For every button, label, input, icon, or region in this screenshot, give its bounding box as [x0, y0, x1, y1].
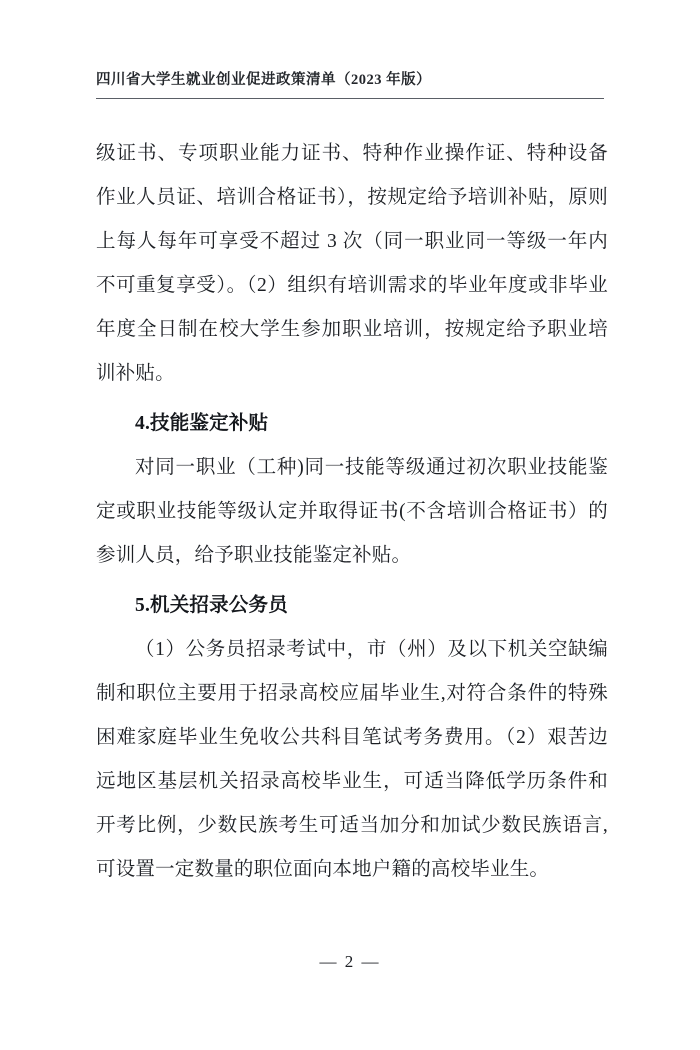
paragraph-training-subsidy: 级证书、专项职业能力证书、特种作业操作证、特种设备作业人员证、培训合格证书），按规定给予培训补贴，原则上每人每年可享受不超过 3 次（同一职业同一等级一年内不可重复享受）。（2）组织有培训需求的毕业年度或非毕业年度全日制在校大学生参加职业培训，按规定给予职业培训补贴。: [96, 143, 608, 384]
document-body: [96, 132, 608, 893]
heading-skill-appraisal-subsidy: 4.技能鉴定补贴: [135, 413, 269, 434]
page-header-title: 四川省大学生就业创业促进政策清单（2023 年版）: [96, 72, 432, 88]
paragraph-civil-servant-recruitment: （1）公务员招录考试中，市（州）及以下机关空缺编制和职位主要用于招录高校应届毕业生,对符合条件的特殊困难家庭毕业生免收公共科目笔试考务费用。（2）艰苦边远地区基层机关招录高校毕业生，可适当降低学历条件和开考比例，少数民族考生可适当加分和加试少数民族语言,可设置一定数量的职位面向本地户籍的高校毕业生。: [96, 639, 608, 880]
page-number: — 2 —: [319, 952, 381, 971]
heading-civil-servant-recruitment: 5.机关招录公务员: [135, 595, 288, 616]
header-divider: [96, 98, 604, 99]
paragraph-skill-appraisal-subsidy: 对同一职业（工种)同一技能等级通过初次职业技能鉴定或职业技能等级认定并取得证书(不含培训合格证书）的参训人员，给予职业技能鉴定补贴。: [96, 457, 608, 566]
